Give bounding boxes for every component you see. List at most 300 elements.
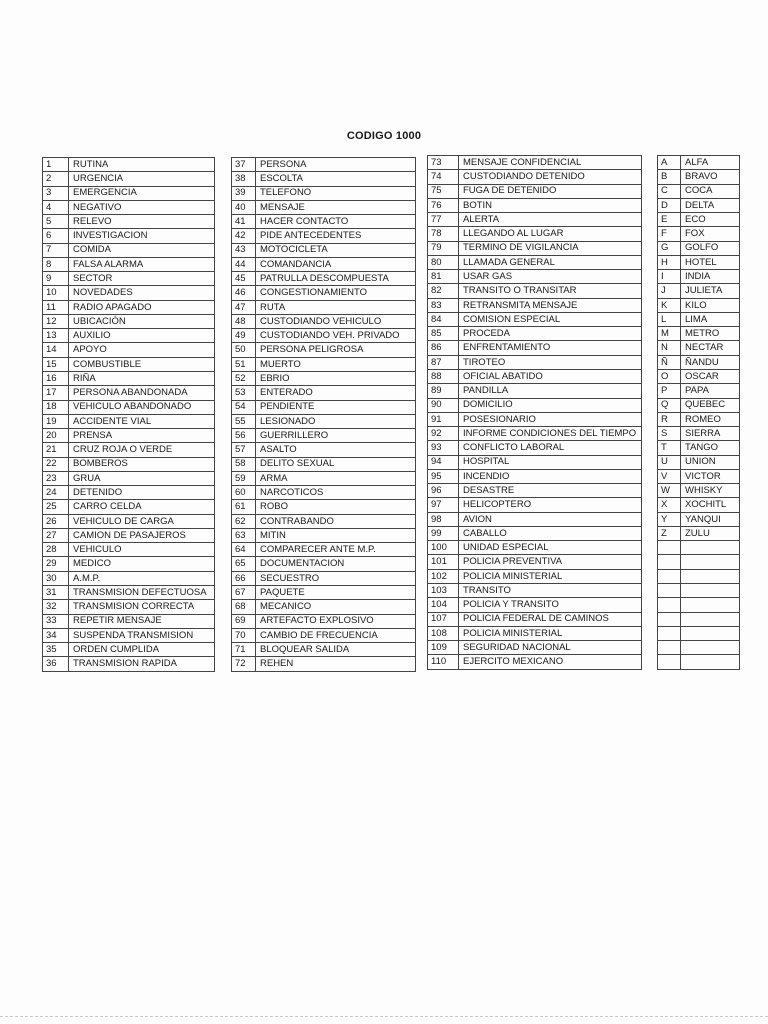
code-cell: 96	[428, 484, 459, 498]
code-cell: 87	[428, 355, 459, 369]
code-cell: 94	[428, 455, 459, 469]
table-row	[232, 386, 416, 400]
meaning-cell: KILO	[681, 298, 740, 312]
code-cell: 49	[232, 329, 256, 343]
code-cell: N	[658, 341, 681, 355]
table-row	[43, 200, 215, 214]
code-cell: Ñ	[658, 355, 681, 369]
code-cell: 7	[43, 243, 69, 257]
table-row	[43, 257, 215, 271]
table-row	[43, 457, 215, 471]
table-row	[43, 600, 215, 614]
code-cell: 25	[43, 500, 69, 514]
meaning-cell: RUTINA	[69, 158, 215, 172]
table-row	[658, 170, 740, 184]
meaning-cell: CONFLICTO LABORAL	[459, 441, 642, 455]
code-cell: U	[658, 455, 681, 469]
code-cell: 46	[232, 286, 256, 300]
code-cell: 104	[428, 598, 459, 612]
meaning-cell: DESASTRE	[459, 484, 642, 498]
table-row	[232, 272, 416, 286]
table-row	[43, 272, 215, 286]
table-row	[232, 543, 416, 557]
meaning-cell: POSESIONARIO	[459, 412, 642, 426]
table-row	[43, 628, 215, 642]
meaning-cell: VEHICULO ABANDONADO	[69, 400, 215, 414]
meaning-cell: CONTRABANDO	[256, 514, 416, 528]
code-cell: 57	[232, 443, 256, 457]
table-row	[232, 414, 416, 428]
code-cell: 58	[232, 457, 256, 471]
meaning-cell: INVESTIGACION	[69, 229, 215, 243]
code-cell: 47	[232, 300, 256, 314]
meaning-cell	[681, 541, 740, 555]
table-row	[658, 312, 740, 326]
table-row	[658, 441, 740, 455]
code-cell: 53	[232, 386, 256, 400]
meaning-cell: ENTERADO	[256, 386, 416, 400]
meaning-cell: MUERTO	[256, 357, 416, 371]
meaning-cell: DETENIDO	[69, 486, 215, 500]
table-row	[658, 655, 740, 669]
table-row	[43, 172, 215, 186]
meaning-cell: TELEFONO	[256, 186, 416, 200]
table-row	[428, 398, 642, 412]
code-cell: 108	[428, 626, 459, 640]
table-row	[232, 300, 416, 314]
code-cell: 13	[43, 329, 69, 343]
meaning-cell: DOCUMENTACION	[256, 557, 416, 571]
code-cell: A	[658, 156, 681, 170]
meaning-cell: ARTEFACTO EXPLOSIVO	[256, 614, 416, 628]
codes-table-73-110	[427, 155, 642, 670]
code-cell: 51	[232, 357, 256, 371]
table-row	[232, 314, 416, 328]
code-cell: 15	[43, 357, 69, 371]
table-row	[232, 557, 416, 571]
table-row	[428, 198, 642, 212]
code-cell: X	[658, 498, 681, 512]
table-row	[232, 443, 416, 457]
meaning-cell: COCA	[681, 184, 740, 198]
code-cell: 45	[232, 272, 256, 286]
code-cell: 29	[43, 557, 69, 571]
meaning-cell: CUSTODIANDO DETENIDO	[459, 170, 642, 184]
meaning-cell: VEHICULO	[69, 543, 215, 557]
code-cell: 11	[43, 300, 69, 314]
code-cell: 61	[232, 500, 256, 514]
code-cell: 63	[232, 528, 256, 542]
code-cell: 41	[232, 215, 256, 229]
meaning-cell: BOTIN	[459, 198, 642, 212]
meaning-cell: COMANDANCIA	[256, 257, 416, 271]
table-row	[232, 286, 416, 300]
meaning-cell: YANQUI	[681, 512, 740, 526]
meaning-cell: LLEGANDO AL LUGAR	[459, 227, 642, 241]
code-cell: 109	[428, 641, 459, 655]
meaning-cell: TRANSITO	[459, 583, 642, 597]
meaning-cell: DOMICILIO	[459, 398, 642, 412]
meaning-cell	[681, 598, 740, 612]
meaning-cell: PATRULLA DESCOMPUESTA	[256, 272, 416, 286]
page-title: CODIGO 1000	[346, 130, 422, 142]
meaning-cell: UNIDAD ESPECIAL	[459, 541, 642, 555]
table-row	[658, 512, 740, 526]
code-cell: 74	[428, 170, 459, 184]
code-cell: 22	[43, 457, 69, 471]
code-cell: E	[658, 213, 681, 227]
code-cell: 93	[428, 441, 459, 455]
table-row	[43, 357, 215, 371]
code-cell: S	[658, 427, 681, 441]
code-cell: 37	[232, 158, 256, 172]
table-row	[428, 612, 642, 626]
code-cell: 68	[232, 600, 256, 614]
meaning-cell: TANGO	[681, 441, 740, 455]
meaning-cell: FOX	[681, 227, 740, 241]
meaning-cell: BOMBEROS	[69, 457, 215, 471]
code-cell	[658, 555, 681, 569]
scan-edge-line	[0, 1016, 768, 1018]
code-cell: 90	[428, 398, 459, 412]
table-row	[43, 614, 215, 628]
code-cell: 10	[43, 286, 69, 300]
meaning-cell: ROMEO	[681, 412, 740, 426]
meaning-cell: ASALTO	[256, 443, 416, 457]
code-cell: O	[658, 369, 681, 383]
meaning-cell: HACER CONTACTO	[256, 215, 416, 229]
code-cell: 8	[43, 257, 69, 271]
meaning-cell: POLICIA PREVENTIVA	[459, 555, 642, 569]
code-cell: 30	[43, 571, 69, 585]
meaning-cell: REPETIR MENSAJE	[69, 614, 215, 628]
code-cell: 64	[232, 543, 256, 557]
meaning-cell: ALFA	[681, 156, 740, 170]
table-row	[232, 628, 416, 642]
table-row	[232, 186, 416, 200]
code-cell: 1	[43, 158, 69, 172]
table-row	[428, 441, 642, 455]
table-row	[232, 657, 416, 671]
code-cell: 98	[428, 512, 459, 526]
code-cell: 80	[428, 255, 459, 269]
table-row	[428, 541, 642, 555]
table-row	[428, 369, 642, 383]
meaning-cell: COMBUSTIBLE	[69, 357, 215, 371]
table-row	[428, 184, 642, 198]
table-row	[658, 298, 740, 312]
table-row	[43, 557, 215, 571]
codes-table-37-72	[231, 157, 416, 672]
table-row	[43, 229, 215, 243]
code-cell: 110	[428, 655, 459, 669]
meaning-cell: ROBO	[256, 500, 416, 514]
table-row	[658, 526, 740, 540]
code-cell: F	[658, 227, 681, 241]
meaning-cell: LIMA	[681, 312, 740, 326]
table-row	[43, 400, 215, 414]
table-row	[658, 598, 740, 612]
code-cell: 72	[232, 657, 256, 671]
meaning-cell: COMPARECER ANTE M.P.	[256, 543, 416, 557]
code-cell: 99	[428, 526, 459, 540]
table-row	[232, 429, 416, 443]
code-cell: T	[658, 441, 681, 455]
meaning-cell: SEGURIDAD NACIONAL	[459, 641, 642, 655]
meaning-cell: VICTOR	[681, 469, 740, 483]
table-row	[43, 471, 215, 485]
meaning-cell	[681, 583, 740, 597]
table-row	[43, 371, 215, 385]
meaning-cell: CARRO CELDA	[69, 500, 215, 514]
meaning-cell: REHEN	[256, 657, 416, 671]
table-row	[232, 600, 416, 614]
meaning-cell: POLICIA MINISTERIAL	[459, 569, 642, 583]
meaning-cell: NOVEDADES	[69, 286, 215, 300]
code-cell: 88	[428, 369, 459, 383]
table-row	[232, 343, 416, 357]
meaning-cell: MEDICO	[69, 557, 215, 571]
table-row	[658, 384, 740, 398]
table-row	[658, 412, 740, 426]
code-cell: 5	[43, 215, 69, 229]
table-row	[43, 158, 215, 172]
meaning-cell: PERSONA PELIGROSA	[256, 343, 416, 357]
code-cell: 2	[43, 172, 69, 186]
table-row	[232, 585, 416, 599]
meaning-cell: ZULU	[681, 526, 740, 540]
meaning-cell: PAQUETE	[256, 585, 416, 599]
table-row	[232, 457, 416, 471]
meaning-cell: HOTEL	[681, 255, 740, 269]
code-cell: 27	[43, 528, 69, 542]
table-row	[428, 655, 642, 669]
table-row	[658, 198, 740, 212]
meaning-cell: TRANSMISION RAPIDA	[69, 657, 215, 671]
meaning-cell: EJERCITO MEXICANO	[459, 655, 642, 669]
table-row	[658, 341, 740, 355]
code-cell: 60	[232, 486, 256, 500]
code-cell: 50	[232, 343, 256, 357]
table-row	[428, 298, 642, 312]
code-cell: 91	[428, 412, 459, 426]
phonetic-alphabet-table	[657, 155, 740, 670]
code-cell: 36	[43, 657, 69, 671]
table-row	[232, 528, 416, 542]
table-row	[428, 241, 642, 255]
table-row	[658, 498, 740, 512]
table-row	[658, 484, 740, 498]
table-row	[658, 427, 740, 441]
meaning-cell: RIÑA	[69, 371, 215, 385]
table-row	[428, 327, 642, 341]
code-cell: C	[658, 184, 681, 198]
meaning-cell: CAMION DE PASAJEROS	[69, 528, 215, 542]
table-row	[232, 643, 416, 657]
table-row	[658, 156, 740, 170]
code-cell: M	[658, 327, 681, 341]
meaning-cell: CABALLO	[459, 526, 642, 540]
table-row	[658, 583, 740, 597]
meaning-cell: POLICIA FEDERAL DE CAMINOS	[459, 612, 642, 626]
table-row	[232, 243, 416, 257]
table-row	[43, 514, 215, 528]
code-cell: 75	[428, 184, 459, 198]
code-cell: 18	[43, 400, 69, 414]
code-cell: D	[658, 198, 681, 212]
meaning-cell: UBICACIÓN	[69, 314, 215, 328]
code-cell: 6	[43, 229, 69, 243]
code-cell: 34	[43, 628, 69, 642]
code-cell: 17	[43, 386, 69, 400]
code-cell: Y	[658, 512, 681, 526]
table-row	[232, 329, 416, 343]
table-row	[232, 357, 416, 371]
code-cell: 52	[232, 371, 256, 385]
code-cell: 95	[428, 469, 459, 483]
meaning-cell: PAPA	[681, 384, 740, 398]
table-row	[658, 455, 740, 469]
meaning-cell	[681, 626, 740, 640]
meaning-cell: TRANSITO O TRANSITAR	[459, 284, 642, 298]
table-row	[43, 215, 215, 229]
code-cell: 40	[232, 200, 256, 214]
meaning-cell: A.M.P.	[69, 571, 215, 585]
code-cell: 78	[428, 227, 459, 241]
meaning-cell: USAR GAS	[459, 270, 642, 284]
table-row	[658, 641, 740, 655]
meaning-cell: ÑANDU	[681, 355, 740, 369]
meaning-cell: WHISKY	[681, 484, 740, 498]
meaning-cell: GUERRILLERO	[256, 429, 416, 443]
meaning-cell: ACCIDENTE VIAL	[69, 414, 215, 428]
code-cell	[658, 598, 681, 612]
code-cell: 56	[232, 429, 256, 443]
meaning-cell	[681, 655, 740, 669]
meaning-cell: NARCOTICOS	[256, 486, 416, 500]
table-row	[232, 514, 416, 528]
meaning-cell: OFICIAL ABATIDO	[459, 369, 642, 383]
table-row	[43, 585, 215, 599]
code-cell: 92	[428, 427, 459, 441]
code-cell: Z	[658, 526, 681, 540]
meaning-cell: ORDEN CUMPLIDA	[69, 643, 215, 657]
meaning-cell: INCENDIO	[459, 469, 642, 483]
meaning-cell: INFORME CONDICIONES DEL TIEMPO	[459, 427, 642, 441]
table-row	[428, 270, 642, 284]
meaning-cell: COMIDA	[69, 243, 215, 257]
code-cell: I	[658, 270, 681, 284]
table-row	[43, 571, 215, 585]
meaning-cell: COMISION ESPECIAL	[459, 312, 642, 326]
code-cell: 79	[428, 241, 459, 255]
code-cell: 100	[428, 541, 459, 555]
table-row	[43, 543, 215, 557]
code-cell: R	[658, 412, 681, 426]
meaning-cell: HELICOPTERO	[459, 498, 642, 512]
code-cell: V	[658, 469, 681, 483]
meaning-cell: HOSPITAL	[459, 455, 642, 469]
table-row	[428, 355, 642, 369]
codes-table-1-36	[42, 157, 215, 672]
meaning-cell: POLICIA MINISTERIAL	[459, 626, 642, 640]
code-cell: L	[658, 312, 681, 326]
meaning-cell: MITIN	[256, 528, 416, 542]
meaning-cell	[681, 641, 740, 655]
code-cell: 97	[428, 498, 459, 512]
code-cell: 3	[43, 186, 69, 200]
meaning-cell	[681, 612, 740, 626]
code-cell: 76	[428, 198, 459, 212]
table-row	[428, 213, 642, 227]
meaning-cell: UNION	[681, 455, 740, 469]
table-row	[428, 484, 642, 498]
meaning-cell: ENFRENTAMIENTO	[459, 341, 642, 355]
code-cell: 86	[428, 341, 459, 355]
table-row	[43, 186, 215, 200]
code-cell: 59	[232, 471, 256, 485]
code-cell: 85	[428, 327, 459, 341]
table-row	[232, 471, 416, 485]
code-cell: H	[658, 255, 681, 269]
table-row	[428, 583, 642, 597]
meaning-cell: AUXILIO	[69, 329, 215, 343]
table-row	[428, 626, 642, 640]
table-row	[658, 227, 740, 241]
code-cell: 89	[428, 384, 459, 398]
code-cell: 43	[232, 243, 256, 257]
table-row	[658, 355, 740, 369]
meaning-cell: PRENSA	[69, 429, 215, 443]
table-row	[428, 284, 642, 298]
code-cell: 4	[43, 200, 69, 214]
meaning-cell: LESIONADO	[256, 414, 416, 428]
code-cell: 21	[43, 443, 69, 457]
code-cell: 84	[428, 312, 459, 326]
code-cell: 16	[43, 371, 69, 385]
meaning-cell: RADIO APAGADO	[69, 300, 215, 314]
meaning-cell: GRUA	[69, 471, 215, 485]
table-row	[43, 657, 215, 671]
meaning-cell: PROCEDA	[459, 327, 642, 341]
code-cell	[658, 612, 681, 626]
table-row	[43, 429, 215, 443]
table-row	[428, 598, 642, 612]
table-row	[658, 569, 740, 583]
meaning-cell: PERSONA ABANDONADA	[69, 386, 215, 400]
code-cell: 42	[232, 229, 256, 243]
table-row	[658, 469, 740, 483]
table-row	[658, 541, 740, 555]
code-cell	[658, 583, 681, 597]
code-cell: 69	[232, 614, 256, 628]
code-cell: 102	[428, 569, 459, 583]
table-row	[428, 227, 642, 241]
table-row	[428, 170, 642, 184]
meaning-cell: SUSPENDA TRANSMISION	[69, 628, 215, 642]
table-row	[43, 500, 215, 514]
meaning-cell: EMERGENCIA	[69, 186, 215, 200]
code-cell: 12	[43, 314, 69, 328]
table-row	[232, 215, 416, 229]
table-row	[232, 571, 416, 585]
meaning-cell: NEGATIVO	[69, 200, 215, 214]
table-row	[43, 243, 215, 257]
meaning-cell: FALSA ALARMA	[69, 257, 215, 271]
meaning-cell: RELEVO	[69, 215, 215, 229]
table-row	[428, 384, 642, 398]
table-row	[43, 314, 215, 328]
